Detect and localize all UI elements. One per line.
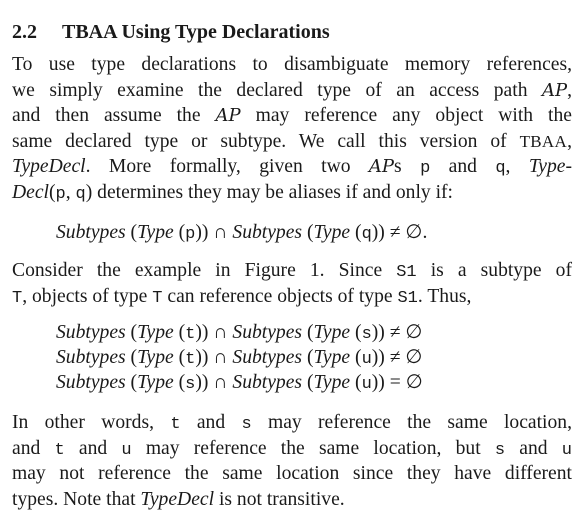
p3-line-3: may not reference the same location since they have different <box>12 463 572 484</box>
p3-line-2: and t and u may reference the same location, but s and u <box>12 437 572 460</box>
section-title: TBAA Using Type Declarations <box>62 21 330 43</box>
paragraph-1 <box>12 52 572 205</box>
paragraph-3 <box>12 410 572 512</box>
p1-line-6: Decl(p, q) determines they may be aliases if and only if: <box>12 181 454 204</box>
paragraph-2 <box>12 258 572 309</box>
p2-line-2: T, objects of type T can reference objects of type S1. Thus, <box>12 285 472 308</box>
p1-line-1: To use type declarations to disambiguate memory references, <box>12 54 572 75</box>
p1-line-3: and then assume the AP may reference any object with the <box>12 105 572 126</box>
p1-line-5: TypeDecl. More formally, given two APs p and q, Type- <box>12 156 573 178</box>
equation-row-1: Subtypes (Type (t)) ∩ Subtypes (Type (s)) ≠ ∅ <box>56 322 423 344</box>
equation-row-2: Subtypes (Type (t)) ∩ Subtypes (Type (u)) ≠ ∅ <box>56 347 423 369</box>
p3-line-1: In other words, t and s may reference the same location, <box>12 412 572 434</box>
p1-line-4: same declared type or subtype. We call this version of TBAA, <box>12 130 572 152</box>
equation-row-3: Subtypes (Type (s)) ∩ Subtypes (Type (u)) = ∅ <box>56 372 423 394</box>
equation-1: Subtypes (Type (p)) ∩ Subtypes (Type (q)) ≠ ∅. <box>56 222 428 244</box>
p2-line-1: Consider the example in Figure 1. Since S1 is a subtype of <box>12 260 572 282</box>
section-heading <box>12 21 330 44</box>
p1-line-2: we simply examine the declared type of an access path AP, <box>12 79 572 101</box>
p3-line-4: types. Note that TypeDecl is not transitive. <box>12 488 345 510</box>
section-number: 2.2 <box>12 21 37 43</box>
